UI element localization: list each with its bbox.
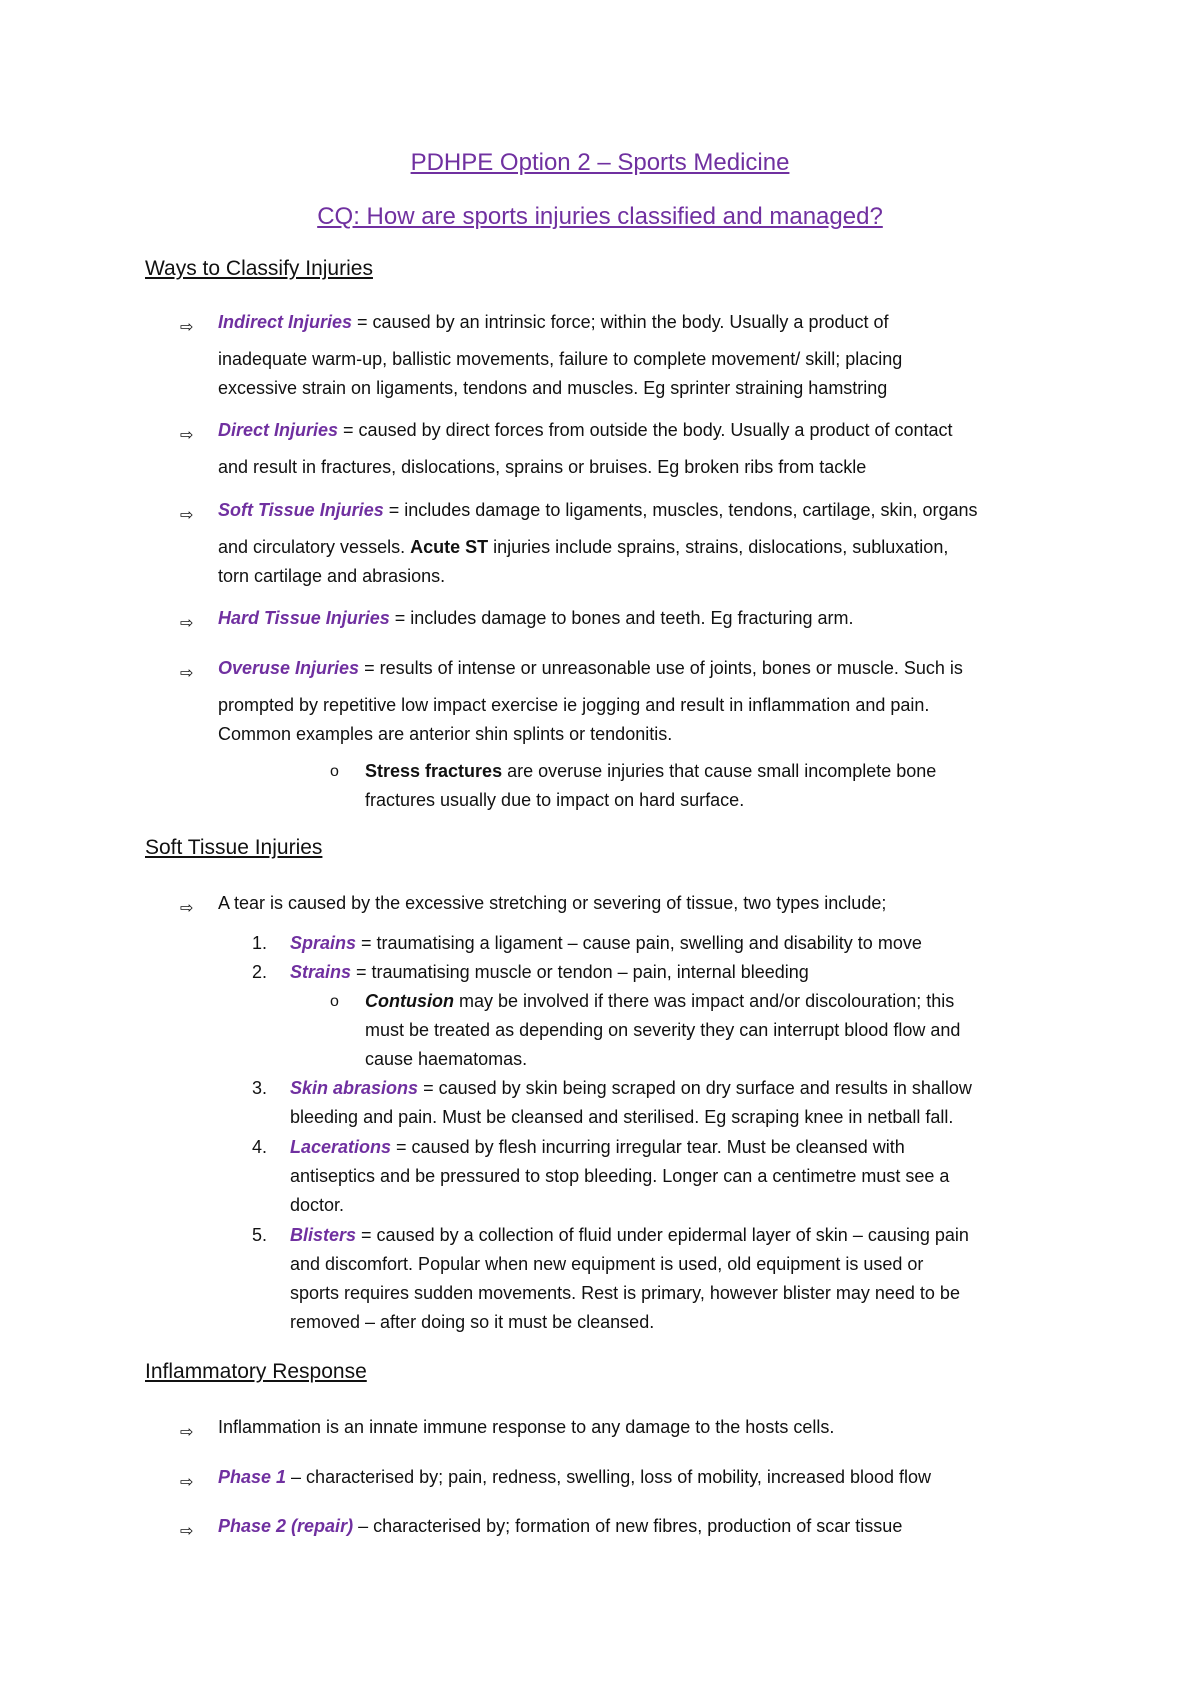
sub-list-item-text: Stress fractures are overuse injuries that cause small incomplete bone fractures usually due to impact on hard surface. [365,761,937,810]
term-label: Direct Injuries [218,420,339,440]
term-label: Phase 2 (repair) [218,1516,354,1536]
arrow-bullet-icon: ⇨ [180,317,194,336]
document-title: PDHPE Option 2 – Sports Medicine [410,149,790,176]
term-label: Phase 1 [218,1467,287,1487]
term-label: Blisters [290,1225,357,1245]
list-item-text: Phase 1 – characterised by; pain, redness, swelling, loss of mobility, increased blood flow [218,1467,932,1487]
term-label: Strains [290,962,352,982]
term-label: Lacerations [290,1137,392,1157]
numbered-item-text: Sprains = traumatising a ligament – cause pain, swelling and disability to move [290,933,922,953]
numbered-item-text: Blisters = caused by a collection of fluid under epidermal layer of skin – causing pain and discomfort. Popular when new equipment is used, old equipment is used or sports requires sudden movements. Rest is primary, however blister may need to be removed – after doing so it must be cleansed. [290,1225,969,1332]
arrow-bullet-icon: ⇨ [180,898,194,917]
term-label: Indirect Injuries [218,312,353,332]
list-item-text: Phase 2 (repair) – characterised by; formation of new fibres, production of scar tissue [218,1516,903,1536]
list-item-text: Indirect Injuries = caused by an intrinsic force; within the body. Usually a product of inadequate warm-up, ballistic movements, failure to complete movement/ skill; placing excessive strain on ligaments, tendons and muscles. Eg sprinter straining hamstring [218,312,903,398]
term-label: Overuse Injuries [218,658,360,678]
numbered-item-text: Lacerations = caused by flesh incurring irregular tear. Must be cleansed with antiseptics and be pressured to stop bleeding. Longer can a centimetre must see a doctor. [290,1137,950,1215]
arrow-bullet-icon: ⇨ [180,425,194,444]
list-item-text: Soft Tissue Injuries = includes damage to ligaments, muscles, tendons, cartilage, skin, organs and circulatory vessels. Acute ST injuries include sprains, strains, dislocations, subluxation, torn cartilage and abrasions. [218,500,978,586]
arrow-bullet-icon: ⇨ [180,613,194,632]
circle-bullet-icon: o [330,993,339,1010]
arrow-bullet-icon: ⇨ [180,505,194,524]
term-label: Sprains [290,933,357,953]
arrow-bullet-icon: ⇨ [180,663,194,682]
document-page: PDHPE Option 2 – Sports Medicine CQ: How are sports injuries classified and managed? Ways to Classify Injuries ⇨ Indirect Injuries = caused by an intrinsic force; within the body. Usually a product of inadequate warm-up, ballistic movements, failure to complete movement/ skill; placing excessive strain on ligaments, tendons and muscles. Eg sprinter straining hamstring ⇨ Direct Injuries = caused by direct forces from outside the body. Usually a product of contact and result in fractures, dislocations, sprains or bruises. Eg broken ribs from tackle ⇨ Soft Tissue Injuries = includes damage to ligaments, muscles, tendons, cartilage, skin, organs and circulatory vessels. Acute ST injuries include sprains, strains, dislocations, subluxation, torn cartilage and abrasions. ⇨ Hard Tissue Injuries = includes damage to bones and teeth. Eg fracturing arm. ⇨ Overuse Injuries = results of intense or unreasonable use of joints, bones or muscle. Such is prompted by repetitive low impact exercise ie jogging and result in inflammation and pain. Common examples are anterior shin splints or tendonitis. o Stress fractures are overuse injuries that cause small incomplete bone fractures usually due to impact on hard surface. Soft Tissue Injuries ⇨ A tear is caused by the excessive stretching or severing of tissue, two types include; 1. Sprains = traumatising a ligament – cause pain, swelling and disability to move 2. Strains = traumatising muscle or tendon – pain, internal bleeding o Contusion may be involved if there was impact and/or discolouration; this must be treated as depending on severity they can interrupt blood flow and cause haematomas. 3. Skin abrasions = caused by skin being scraped on dry surface and results in shallow bleeding and pain. Must be cleansed and sterilised. Eg scraping knee in netball fall. 4. Lacerations = caused by flesh incurring irregular tear. Must be cleansed with antiseptics and be pressured to stop bleeding. Longer can a centimetre must see a doctor. 5. Blisters = caused by a collection of fluid under epidermal layer of skin – causing pain and discomfort. Popular when new equipment is used, old equipment is used or sports requires sudden movements. Rest is primary, however blister may need to be removed – after doing so it must be cleansed. Inflammatory Response ⇨ Inflammation is an innate immune response to any damage to the hosts cells. ⇨ Phase 1 – characterised by; pain, redness, swelling, loss of mobility, increased blood flow ⇨ Phase 2 (repair) – characterised by; formation of new fibres, production of scar tissue [0,0,1200,1694]
list-item-text: Inflammation is an innate immune response to any damage to the hosts cells. [218,1417,835,1437]
list-item-text: Direct Injuries = caused by direct forces from outside the body. Usually a product of contact and result in fractures, dislocations, sprains or bruises. Eg broken ribs from tackle [218,420,953,477]
sub-list-item-text: Contusion may be involved if there was impact and/or discolouration; this must be treated as depending on severity they can interrupt blood flow and cause haematomas. [365,991,961,1069]
list-item-text: Hard Tissue Injuries = includes damage to bones and teeth. Eg fracturing arm. [218,608,854,628]
term-label: Hard Tissue Injuries [218,608,390,628]
section-heading-inflammatory: Inflammatory Response [145,1360,367,1383]
section-heading-classify: Ways to Classify Injuries [145,257,373,280]
term-label: Soft Tissue Injuries [218,500,384,520]
numbered-item-text: Strains = traumatising muscle or tendon – pain, internal bleeding [290,962,809,982]
arrow-bullet-icon: ⇨ [180,1422,194,1441]
circle-bullet-icon: o [330,763,339,780]
list-item-text: A tear is caused by the excessive stretching or severing of tissue, two types include; [218,893,887,913]
arrow-bullet-icon: ⇨ [180,1521,194,1540]
list-item-text: Overuse Injuries = results of intense or unreasonable use of joints, bones or muscle. Such is prompted by repetitive low impact exercise ie jogging and result in inflammation and pain. Common examples are anterior shin splints or tendonitis. [218,658,963,744]
term-label: Skin abrasions [290,1078,419,1098]
numbered-item-text: Skin abrasions = caused by skin being scraped on dry surface and results in shallow bleeding and pain. Must be cleansed and sterilised. Eg scraping knee in netball fall. [290,1078,972,1127]
document-subtitle: CQ: How are sports injuries classified and managed? [317,203,883,230]
arrow-bullet-icon: ⇨ [180,1472,194,1491]
section-heading-soft-tissue: Soft Tissue Injuries [145,836,323,859]
